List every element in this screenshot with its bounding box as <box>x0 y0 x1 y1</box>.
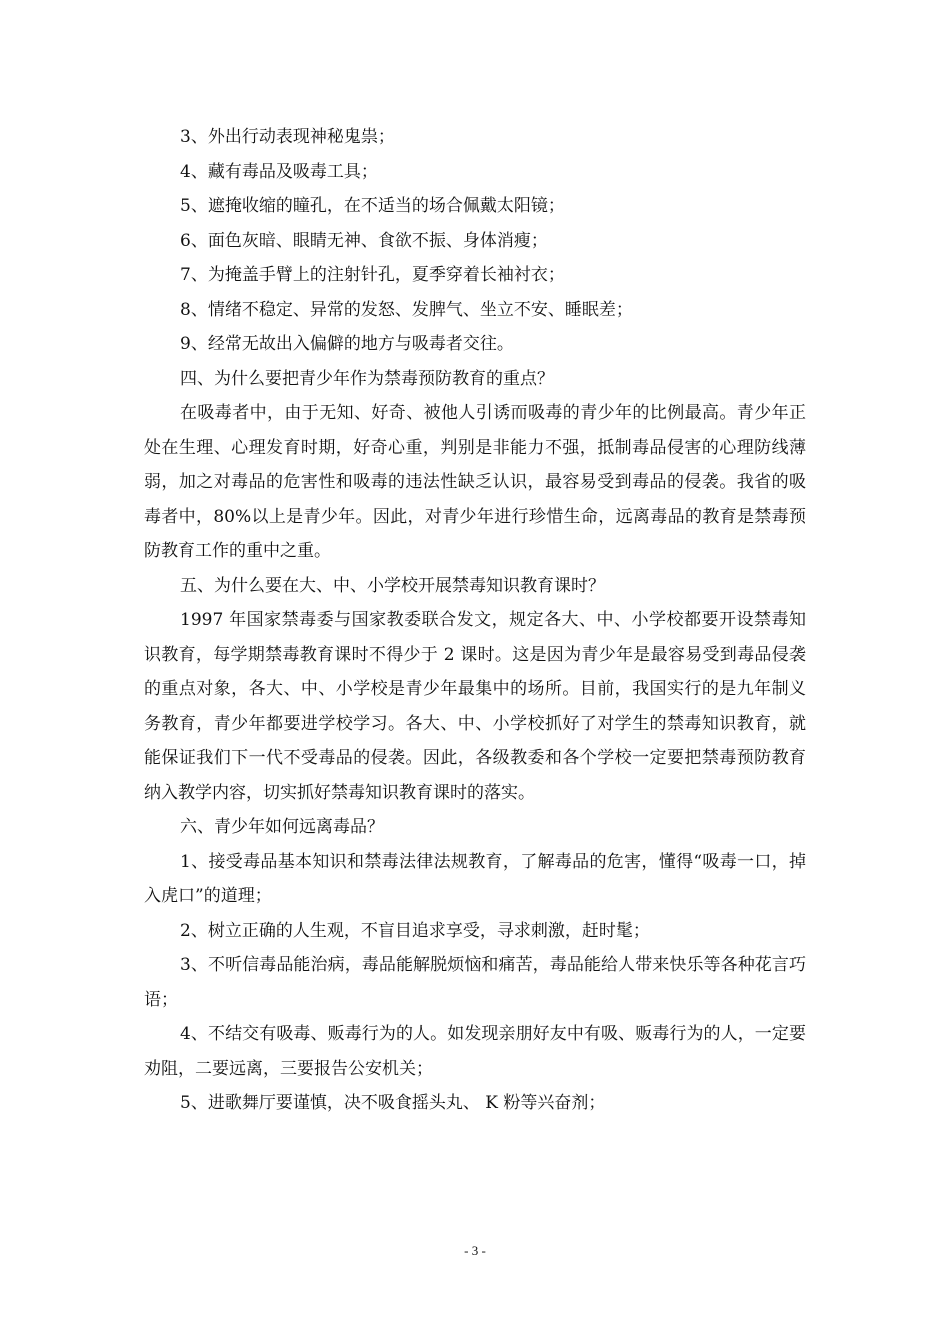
list-item-advice-2: 2、树立正确的人生观，不盲目追求享受，寻求刺激，赶时髦； <box>180 920 650 941</box>
list-item-sign-4: 4、藏有毒品及吸毒工具； <box>180 161 378 182</box>
list-item-advice-4: 4、不结交有吸毒、贩毒行为的人。如发现亲朋好友中有吸、贩毒行为的人，一定要劝阻，二要远离，三要报告公安机关； <box>144 1024 806 1079</box>
list-item-advice-3: 3、不听信毒品能治病，毒品能解脱烦恼和痛苦，毒品能给人带来快乐等各种花言巧语； <box>144 955 806 1010</box>
list-item-sign-5: 5、遮掩收缩的瞳孔，在不适当的场合佩戴太阳镜； <box>180 196 565 216</box>
section-heading-6: 六、青少年如何远离毒品？ <box>180 817 384 837</box>
document-body <box>144 120 806 1121</box>
body-paragraph-school-education: 1997 年国家禁毒委与国家教委联合发文，规定各大、中、小学校都要开设禁毒知识教育，每学期禁毒教育课时不得少于 2 课时。这是因为青少年是最容易受到毒品侵袭的重点对象，各大、中、小学校是青少年最集中的场所。目前，我国实行的是九年制义务教育，青少年都要进学校学习。各大、中、小学校抓好了对学生的禁毒知识教育，就能保证我们下一代不受毒品的侵袭。因此，各级教委和各个学校一定要把禁毒预防教育纳入教学内容，切实抓好禁毒知识教育课时的落实。 <box>144 610 806 803</box>
list-item-sign-6: 6、面色灰暗、眼睛无神、食欲不振、身体消瘦； <box>180 230 548 251</box>
body-paragraph-youth-focus: 在吸毒者中，由于无知、好奇、被他人引诱而吸毒的青少年的比例最高。青少年正处在生理、心理发育时期，好奇心重，判别是非能力不强，抵制毒品侵害的心理防线薄弱，加之对毒品的危害性和吸毒的违法性缺乏认识，最容易受到毒品的侵袭。我省的吸毒者中，80%以上是青少年。因此，对青少年进行珍惜生命，远离毒品的教育是禁毒预防教育工作的重中之重。 <box>144 403 806 561</box>
list-item-sign-7: 7、为掩盖手臂上的注射针孔，夏季穿着长袖衬衣； <box>180 265 565 285</box>
list-item-sign-3: 3、外出行动表现神秘鬼祟； <box>180 127 395 147</box>
section-heading-4: 四、为什么要把青少年作为禁毒预防教育的重点？ <box>180 368 554 389</box>
page-number: - 3 - <box>464 1243 486 1258</box>
list-item-sign-8: 8、情绪不稳定、异常的发怒、发脾气、坐立不安、睡眠差； <box>180 299 633 320</box>
list-item-advice-1: 1、接受毒品基本知识和禁毒法律法规教育，了解毒品的危害，懂得“吸毒一口，掉入虎口”的道理； <box>144 851 806 906</box>
list-item-sign-9: 9、经常无故出入偏僻的地方与吸毒者交往。 <box>180 334 514 354</box>
list-item-advice-5: 5、进歌舞厅要谨慎，决不吸食摇头丸、 K 粉等兴奋剂； <box>180 1093 606 1113</box>
section-heading-5: 五、为什么要在大、中、小学校开展禁毒知识教育课时？ <box>180 575 605 596</box>
